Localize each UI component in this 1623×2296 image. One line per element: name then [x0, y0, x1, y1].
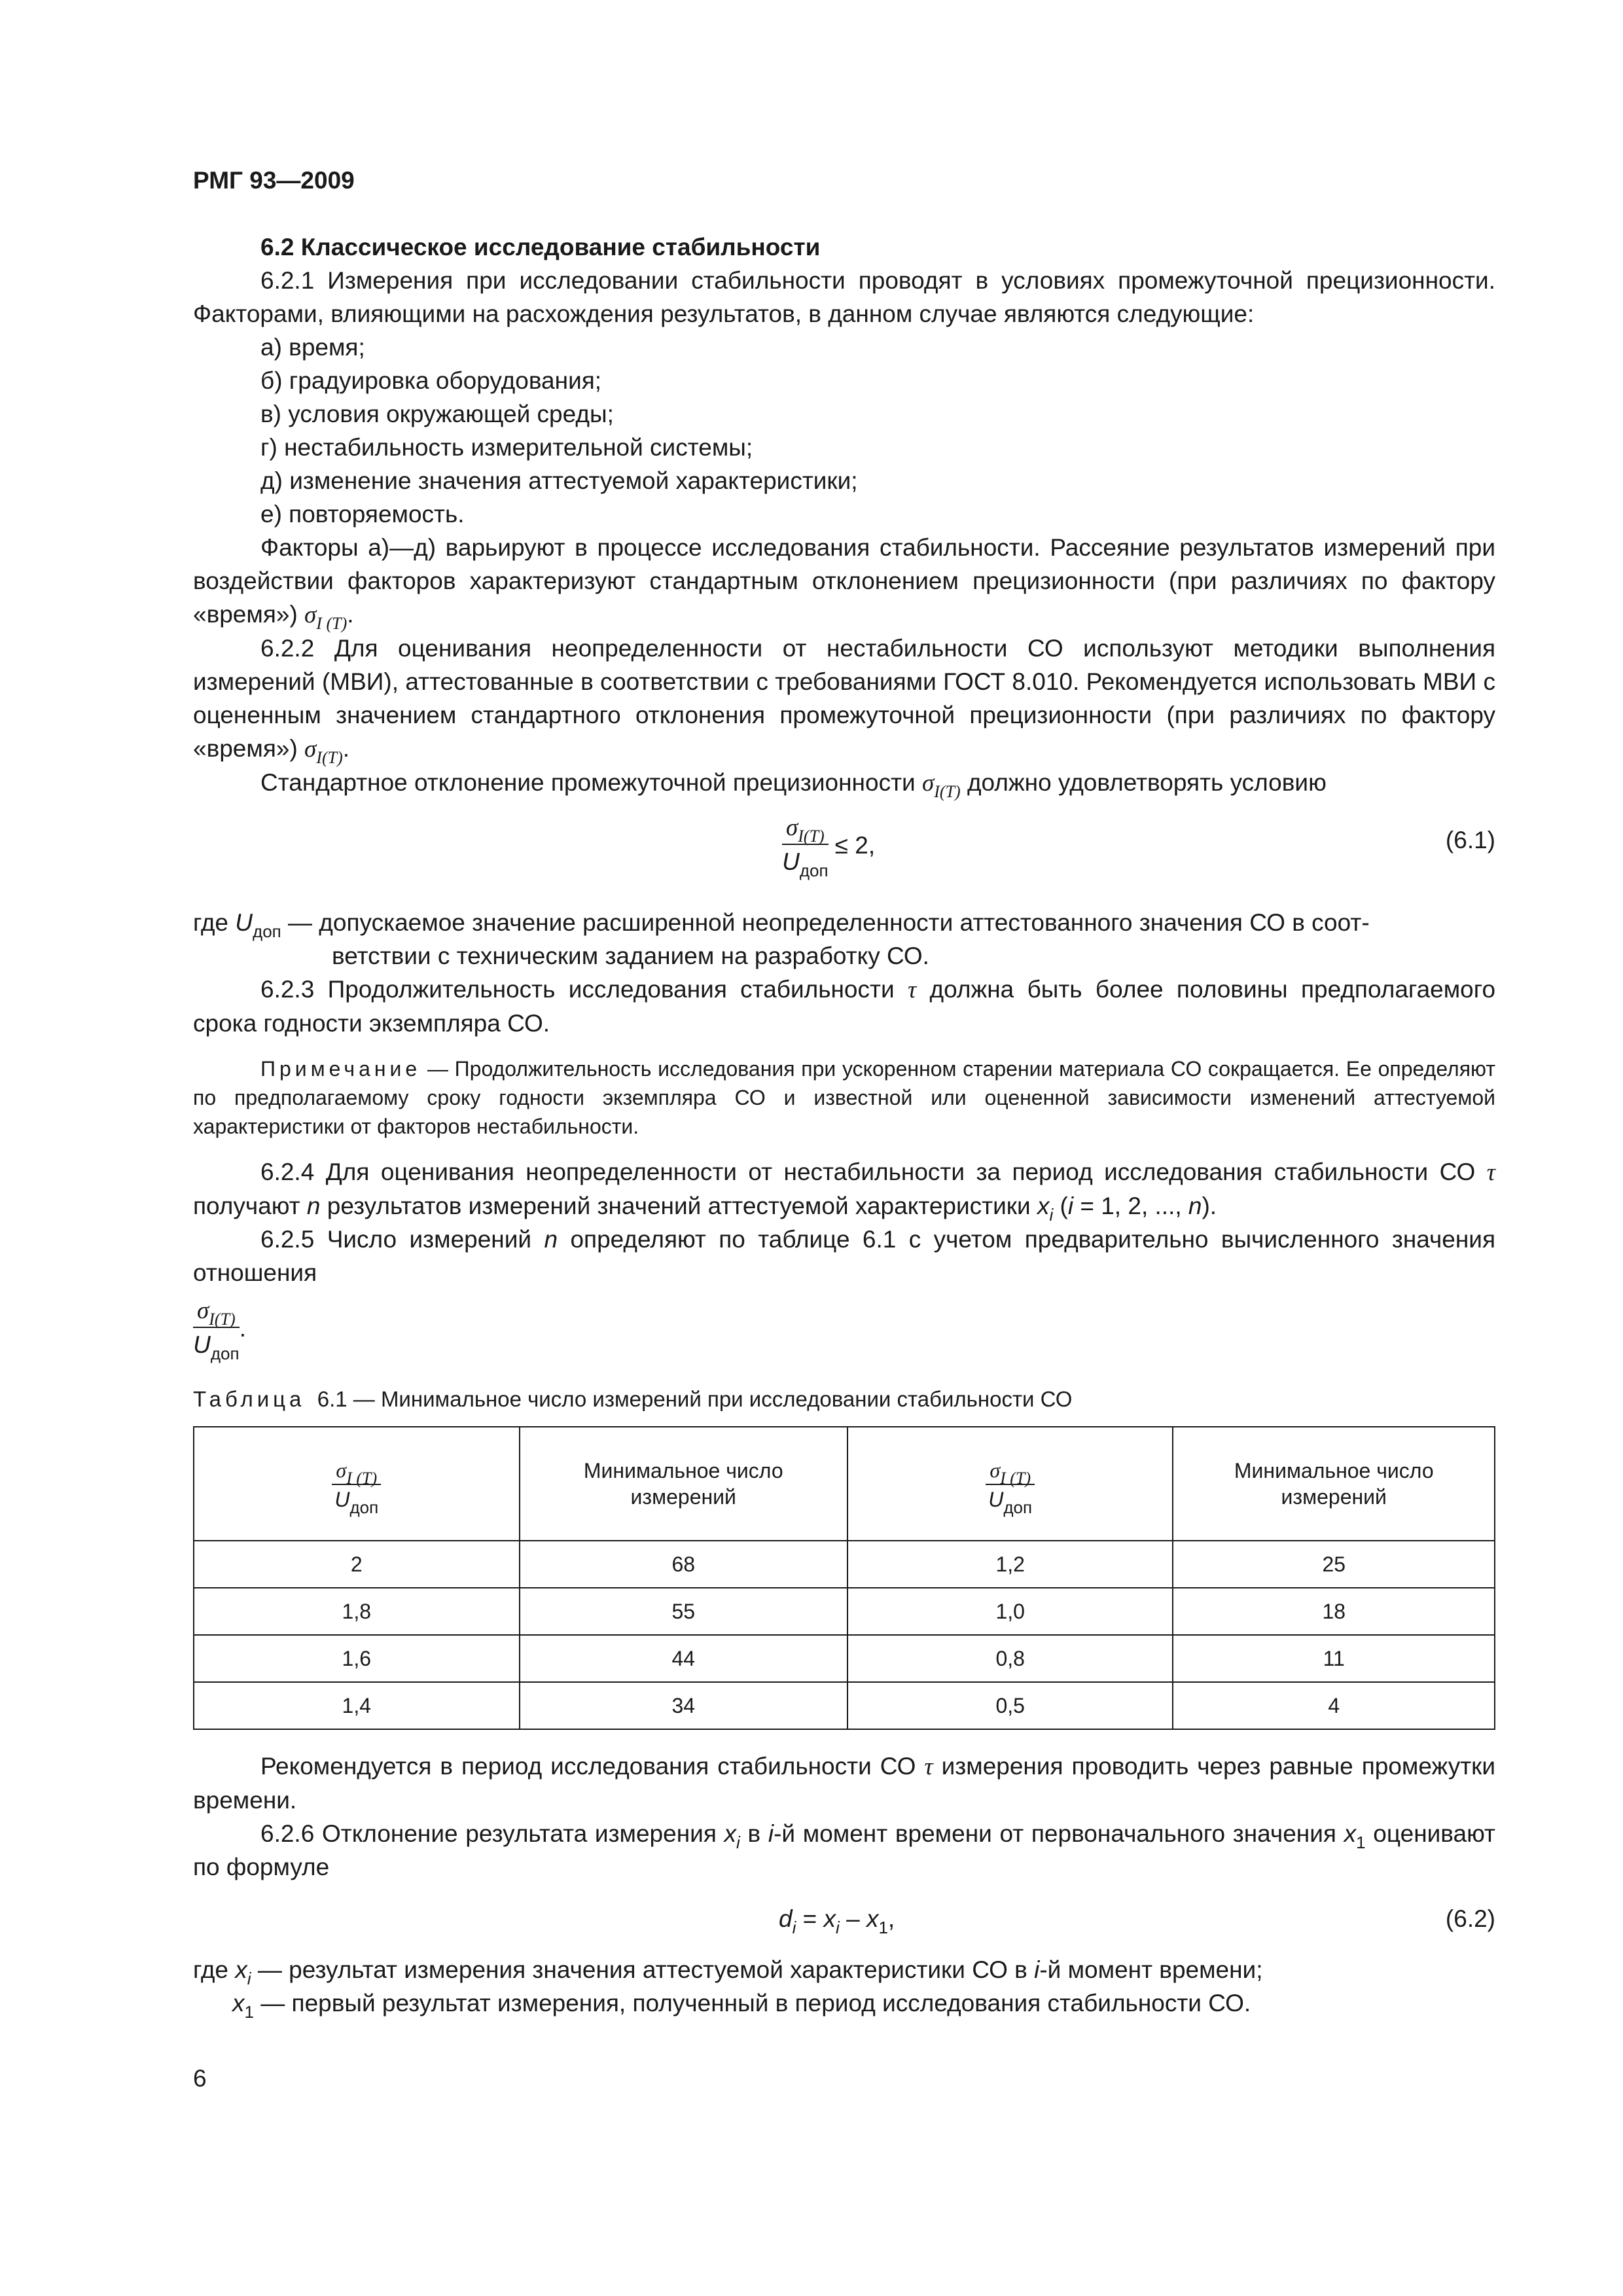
- where-definition: $x_1$ — первый результат измерения, полученный в период исследования стабильности СО.: [232, 1990, 1251, 2022]
- paragraph-factors: Факторы а)—д) варьируют в процессе исследования стабильности. Рассеяние результатов измерений при воздействии факторов характеризуют стандартным отклонением прецизионности (при различиях по фактору «время») $\sigma_{I (T)}$.: [193, 534, 1495, 633]
- note-text: — Продолжительность исследования при ускоренном старении материала СО сокращается. Ее определяют по предполагаемому сроку годности экземпляра СО и известной или оцененной зависимости изменений аттестуемой характеристики от факторов нестабильности.: [193, 1057, 1496, 1138]
- fraction: $\frac{\sigma_{I(T)}}{U_{доп}}$: [782, 814, 829, 880]
- table-cell: 44: [520, 1635, 847, 1682]
- note-block: [193, 1054, 1495, 1141]
- table-cell: 1,0: [847, 1588, 1173, 1635]
- table-cell: 0,5: [847, 1682, 1173, 1729]
- equation-number: (6.2): [1445, 1905, 1495, 1932]
- list-item: д) изменение значения аттестуемой характеристики;: [260, 467, 858, 494]
- table-row: [194, 1588, 1495, 1635]
- formula-inequality: ≤ 2,: [834, 832, 876, 859]
- table-cell: 2: [194, 1541, 520, 1588]
- paragraph-6-2-5: 6.2.5 Число измерений n определяют по таблице 6.1 с учетом предварительно вычисленного значения отношения: [193, 1226, 1496, 1286]
- table-cell: 34: [520, 1682, 847, 1729]
- where-definition: где $U_{доп}$ — допускаемое значение расширенной неопределенности аттестованного значения СО в соот-: [193, 909, 1370, 941]
- header-ratio: $\frac{\sigma_{I (T)}}{U_{доп}}$: [847, 1427, 1173, 1541]
- paragraph-6-2-1: 6.2.1 Измерения при исследовании стабильности проводят в условиях промежуточной прецизионности. Факторами, влияющими на расхождения результатов, в данном случае являются следующие:: [193, 267, 1495, 327]
- document-id: РМГ 93—2009: [193, 167, 355, 194]
- table-caption: Таблица 6.1 — Минимальное число измерений при исследовании стабильности СО: [193, 1387, 1073, 1411]
- page-number: 6: [193, 2065, 207, 2092]
- fraction: $\frac{\sigma_{I(T)}}{U_{доп}}$: [193, 1297, 240, 1363]
- table-cell: 55: [520, 1588, 847, 1635]
- where-definition-continued: ветствии с техническим заданием на разработку СО.: [332, 942, 929, 969]
- paragraph-std-deviation: Стандартное отклонение промежуточной прецизионности $\sigma_{I(T)}$ должно удовлетворять условию: [260, 769, 1327, 801]
- table-row: [194, 1682, 1495, 1729]
- stability-table: [193, 1426, 1495, 1730]
- paragraph-6-2-3: 6.2.3 Продолжительность исследования стабильности τ должна быть более половины предполагаемого срока годности экземпляра СО.: [193, 976, 1496, 1037]
- equation-number: (6.1): [1445, 827, 1495, 853]
- table-cell: 1,8: [194, 1588, 520, 1635]
- header-ratio: $\frac{\sigma_{I (T)}}{U_{доп}}$: [194, 1427, 520, 1541]
- table-cell: 1,2: [847, 1541, 1173, 1588]
- table-cell: 25: [1173, 1541, 1495, 1588]
- table-cell: 68: [520, 1541, 847, 1588]
- header-min-count: Минимальное число измерений: [1173, 1427, 1495, 1541]
- list-item: б) градуировка оборудования;: [260, 367, 602, 394]
- table-cell: 0,8: [847, 1635, 1173, 1682]
- paragraph-6-2-6: 6.2.6 Отклонение результата измерения $x_i$ в i-й момент времени от первоначального значения $x_1$ оценивают по формуле: [193, 1820, 1495, 1880]
- table-cell: 18: [1173, 1588, 1495, 1635]
- where-definition: где $x_i$ — результат измерения значения аттестуемой характеристики СО в i-й момент времени;: [193, 1956, 1263, 1988]
- list-item: в) условия окружающей среды;: [260, 401, 614, 427]
- list-item: г) нестабильность измерительной системы;: [260, 434, 753, 461]
- table-row: [194, 1635, 1495, 1682]
- table-cell: 11: [1173, 1635, 1495, 1682]
- factors-list: [193, 331, 1495, 531]
- paragraph-recommendation: Рекомендуется в период исследования стабильности СО τ измерения проводить через равные промежутки времени.: [193, 1753, 1495, 1814]
- table-cell: 1,4: [194, 1682, 520, 1729]
- ratio-fraction-inline: $\frac{\sigma_{I(T)}}{U_{доп}}$ .: [193, 1297, 246, 1363]
- header-min-count: Минимальное число измерений: [520, 1427, 847, 1541]
- list-item: а) время;: [260, 334, 365, 361]
- table-cell: 4: [1173, 1682, 1495, 1729]
- note-label: Примечание: [260, 1057, 421, 1081]
- list-item: е) повторяемость.: [260, 501, 465, 528]
- paragraph-6-2-4: 6.2.4 Для оценивания неопределенности от нестабильности за период исследования стабильности СО τ получают n результатов измерений значений аттестуемой характеристики $x_i$ (i = 1, 2, ..., n).: [193, 1158, 1495, 1225]
- table-header-row: [194, 1427, 1495, 1541]
- document-body: [193, 230, 1495, 2020]
- formula-6-2: $d_i = x_i - x_1$, (6.2): [193, 1890, 1495, 1946]
- table-cell: 1,6: [194, 1635, 520, 1682]
- table-row: [194, 1541, 1495, 1588]
- section-heading: 6.2 Классическое исследование стабильности: [260, 234, 821, 260]
- formula-6-1: [193, 809, 1495, 894]
- paragraph-6-2-2: 6.2.2 Для оценивания неопределенности от нестабильности СО используют методики выполнения измерений (МВИ), аттестованные в соответствии с требованиями ГОСТ 8.010. Рекомендуется использовать МВИ с оцененным значением стандартного отклонения промежуточной прецизионности (при различиях по фактору «время») $\sigma_{I(T)}$.: [193, 635, 1495, 767]
